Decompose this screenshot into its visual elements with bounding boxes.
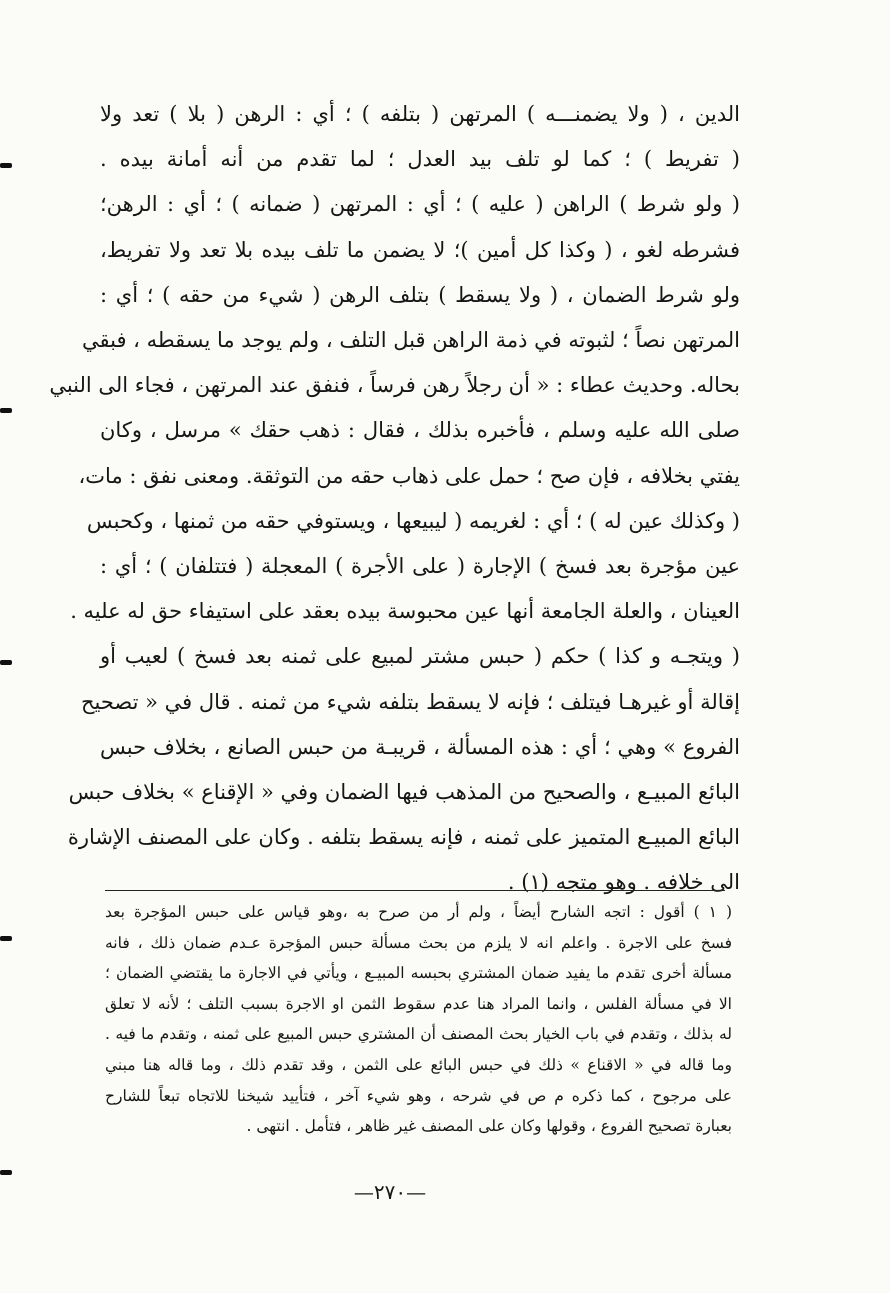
- text-line: ( ولو شرط ) الراهن ( عليه ) ؛ أي : المرتهن ( ضمانه ) ؛ أي : الرهن؛: [100, 192, 740, 217]
- text-line: بحاله. وحديث عطاء : « أن رجلاً رهن فرساً ، فنفق عند المرتهن ، فجاء الى النبي: [49, 373, 740, 398]
- text-line: الفروع » وهي ؛ أي : هذه المسألة ، قريبـة من حبس الصانع ، بخلاف حبس: [100, 734, 740, 759]
- scan-edge-mark: [0, 163, 12, 168]
- text-line: العينان ، والعلة الجامعة أنها عين محبوسة بيده بعقد على استيفاء حق له عليه .: [70, 599, 740, 624]
- text-line: البائع المبيـع المتميز على ثمنه ، فإنه يسقط بتلفه . وكان على المصنف الإشارة: [67, 825, 740, 850]
- text-line: البائع المبيـع ، والصحيح من المذهب فيها الضمان وفي « الإقناع » بخلاف حبس: [68, 780, 740, 805]
- scan-edge-mark: [0, 1170, 12, 1175]
- text-line: يفتي بخلافه ، فإن صح ؛ حمل على ذهاب حقه من التوثقة. ومعنى نفق : مات،: [78, 463, 740, 488]
- footnote-line: له بذلك ، وتقدم في باب الخيار بحث المصنف أن المشتري حبس المبيع على ثمنه ، وتقدم ما فيه .: [105, 1025, 732, 1044]
- footnote-divider: [105, 890, 725, 891]
- text-line: صلى الله عليه وسلم ، فأخبره بذلك ، فقال : ذهب حقك » مرسل ، وكان: [100, 418, 740, 443]
- footnote-line: فسخ على الاجرة . واعلم انه لا يلزم من بحث مسألة حبس المؤجرة عـدم ضمان ذلك ، فانه: [105, 933, 732, 952]
- footnote-line: الا في مسألة الفلس ، وانما المراد هنا عدم سقوط الثمن او الاجرة بسبب التلف ؛ لأنه لا تعلق: [105, 994, 732, 1013]
- text-line: ولو شرط الضمان ، ( ولا يسقط ) بتلف الرهن ( شيء من حقه ) ؛ أي :: [100, 282, 740, 307]
- footnote-line: وما قاله في « الاقناع » ذلك في حبس البائع على الثمن ، وقد تقدم ذلك ، وما قاله هنا مبني: [105, 1055, 732, 1074]
- footnote-block: [105, 897, 732, 1142]
- scan-edge-mark: [0, 408, 12, 413]
- text-line: المرتهن نصاً ؛ لثبوته في ذمة الراهن قبل التلف ، ولم يوجد ما يسقطه ، فبقي: [81, 328, 740, 353]
- footnote-line: مسألة أخرى تقدم ما يفيد ضمان المشتري بحبسه المبيـع ، ويأتي في الاجارة ما يقتضي الضمان ؛: [105, 964, 732, 983]
- scan-edge-mark: [0, 660, 12, 665]
- text-line: ( ويتجـه و كذا ) حكم ( حبس مشتر لمبيع على ثمنه بعد فسخ ) لعيب أو: [100, 644, 740, 669]
- footnote-line: على مرجوح ، كما ذكره م ص في شرحه ، وهو شيء آخر ، فتأييد شيخنا للاتجاه تبعاً للشارح: [105, 1086, 732, 1105]
- text-line: إقالة أو غيرهـا فيتلف ؛ فإنه لا يسقط بتلفه شيء من ثمنه . قال في « تصحيح: [80, 689, 740, 714]
- text-line: عين مؤجرة بعد فسخ ) الإجارة ( على الأجرة ) المعجلة ( فتتلفان ) ؛ أي :: [100, 554, 740, 579]
- page-number: —٢٧٠—: [353, 1180, 427, 1204]
- footnote-line: بعبارة تصحيح الفروع ، وقولها وكان على المصنف غير ظاهر ، فتأمل . انتهى .: [246, 1117, 732, 1136]
- text-line: ( تفريط ) ؛ كما لو تلف بيد العدل ؛ لما تقدم من أنه أمانة بيده .: [100, 147, 740, 172]
- text-line: الى خلافه . وهو متجه (١) .: [507, 870, 740, 895]
- text-line: الدين ، ( ولا يضمنـــه ) المرتهن ( بتلفه ) ؛ أي : الرهن ( بلا ) تعد ولا: [100, 102, 740, 126]
- text-line: ( وكذلك عين له ) ؛ أي : لغريمه ( ليبيعها ، ويستوفي حقه من ثمنها ، وكحبس: [86, 508, 740, 533]
- scan-edge-mark: [0, 936, 12, 941]
- footnote-line: ( ١ ) أقول : اتجه الشارح أيضاً ، ولم أر من صرح به ،وهو قياس على حبس المؤجرة بعد: [105, 903, 732, 921]
- main-text-block: [49, 92, 740, 906]
- text-line: فشرطه لغو ، ( وكذا كل أمين )؛ لا يضمن ما تلف بيده بلا تعد ولا تفريط،: [100, 237, 740, 262]
